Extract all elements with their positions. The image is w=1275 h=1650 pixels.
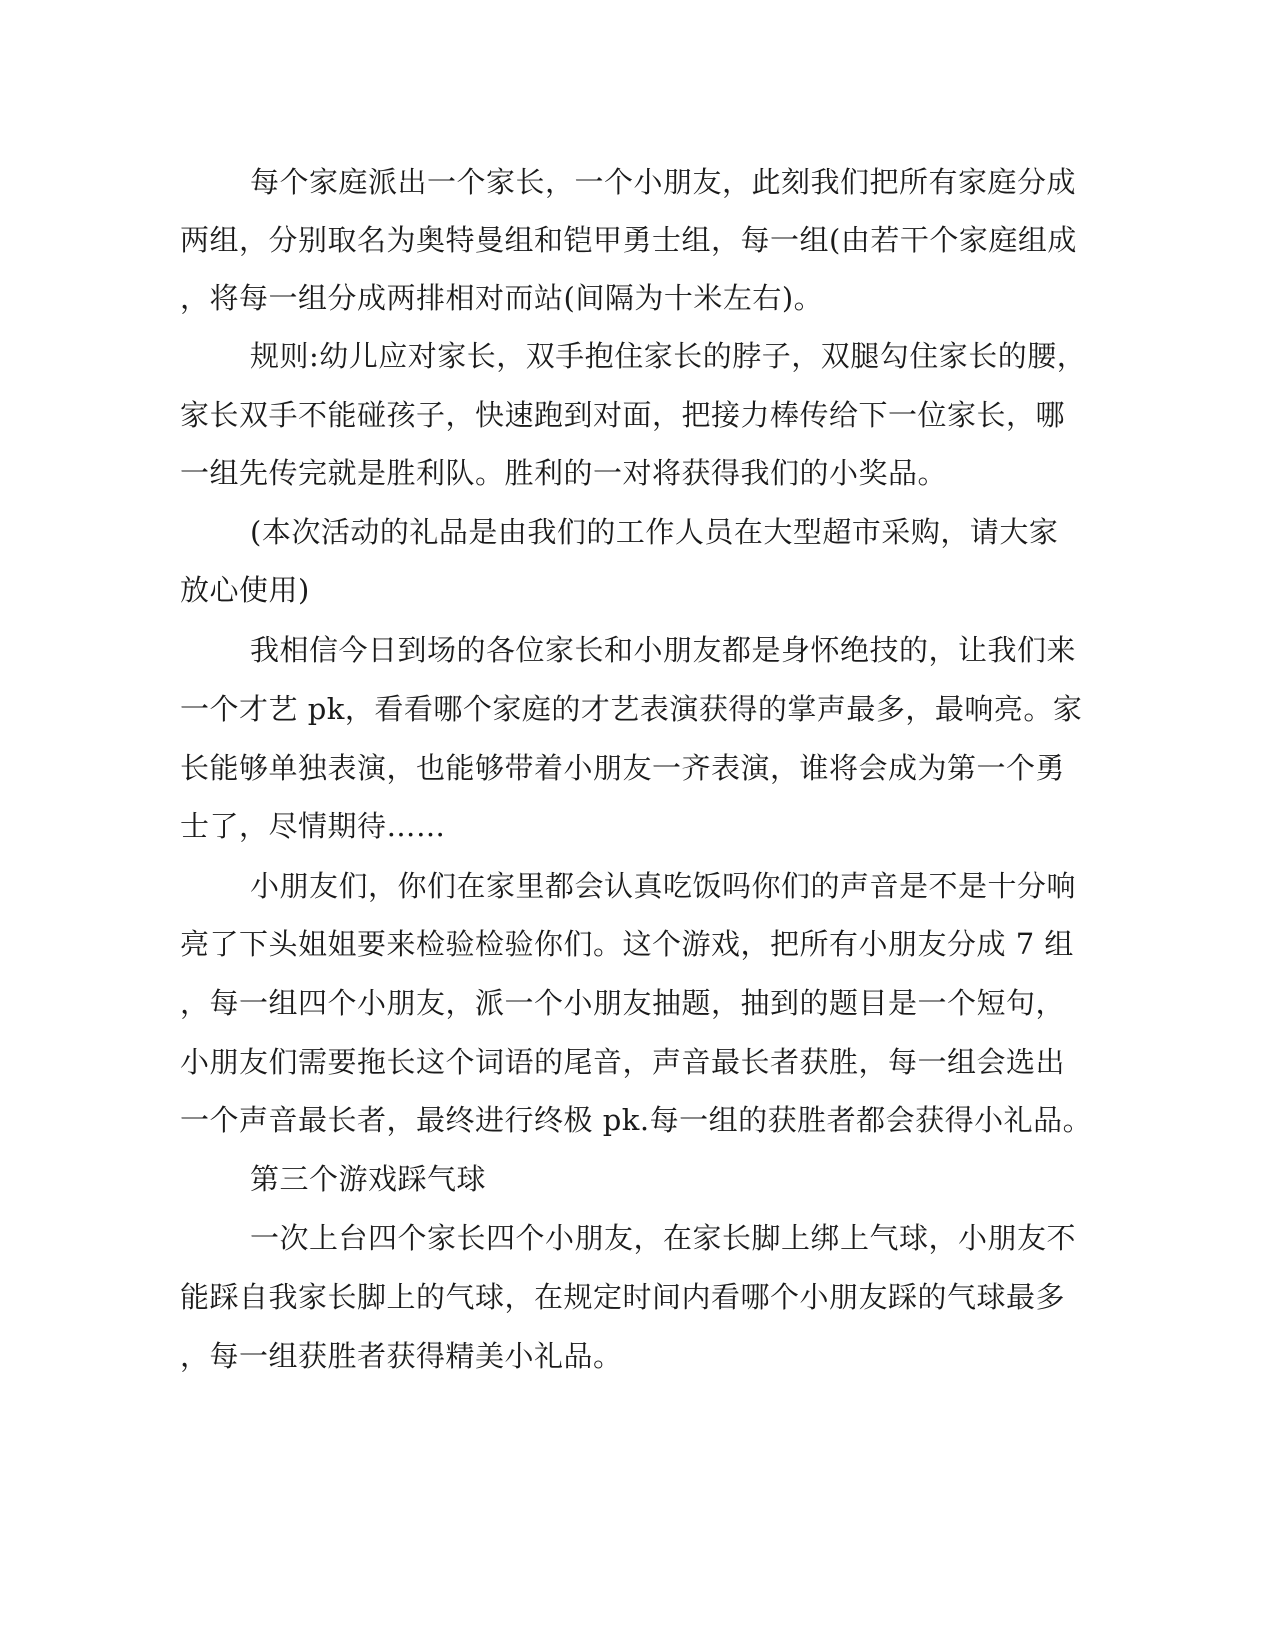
- text-line: 家长双手不能碰孩子，快速跑到对面，把接力棒传给下一位家长，哪: [180, 398, 1066, 432]
- text-line: ，每一组获胜者获得精美小礼品。: [180, 1339, 623, 1373]
- text-line: 亮了下头姐姐要来检验检验你们。这个游戏，把所有小朋友分成 7 组: [180, 927, 1074, 961]
- text-line: 长能够单独表演，也能够带着小朋友一齐表演，谁将会成为第一个勇: [180, 751, 1066, 785]
- text-line: 能踩自我家长脚上的气球，在规定时间内看哪个小朋友踩的气球最多: [180, 1280, 1066, 1314]
- text-line: 一组先传完就是胜利队。胜利的一对将获得我们的小奖品。: [180, 456, 948, 490]
- text-line: 士了，尽情期待……: [180, 809, 446, 843]
- text-line: 一个声音最长者，最终进行终极 pk.每一组的获胜者都会获得小礼品。: [180, 1103, 1093, 1137]
- text-line: 规则:幼儿应对家长，双手抱住家长的脖子，双腿勾住家长的腰，: [250, 339, 1087, 373]
- text-line: 每个家庭派出一个家长，一个小朋友，此刻我们把所有家庭分成: [250, 165, 1077, 199]
- text-line: 第三个游戏踩气球: [250, 1162, 487, 1196]
- text-line: ，将每一组分成两排相对而站(间隔为十米左右)。: [180, 281, 824, 315]
- text-line: ，每一组四个小朋友，派一个小朋友抽题，抽到的题目是一个短句，: [180, 986, 1066, 1020]
- text-line: 一次上台四个家长四个小朋友，在家长脚上绑上气球，小朋友不: [250, 1221, 1077, 1255]
- text-line: 小朋友们，你们在家里都会认真吃饭吗你们的声音是不是十分响: [250, 869, 1077, 903]
- text-line: (本次活动的礼品是由我们的工作人员在大型超市采购，请大家: [250, 515, 1059, 549]
- text-line: 小朋友们需要拖长这个词语的尾音，声音最长者获胜，每一组会选出: [180, 1045, 1066, 1079]
- text-line: 我相信今日到场的各位家长和小朋友都是身怀绝技的，让我们来: [250, 633, 1077, 667]
- text-line: 两组，分别取名为奥特曼组和铠甲勇士组，每一组(由若干个家庭组成: [180, 223, 1077, 257]
- text-line: 放心使用): [180, 573, 310, 607]
- text-line: 一个才艺 pk，看看哪个家庭的才艺表演获得的掌声最多，最响亮。家: [180, 692, 1083, 726]
